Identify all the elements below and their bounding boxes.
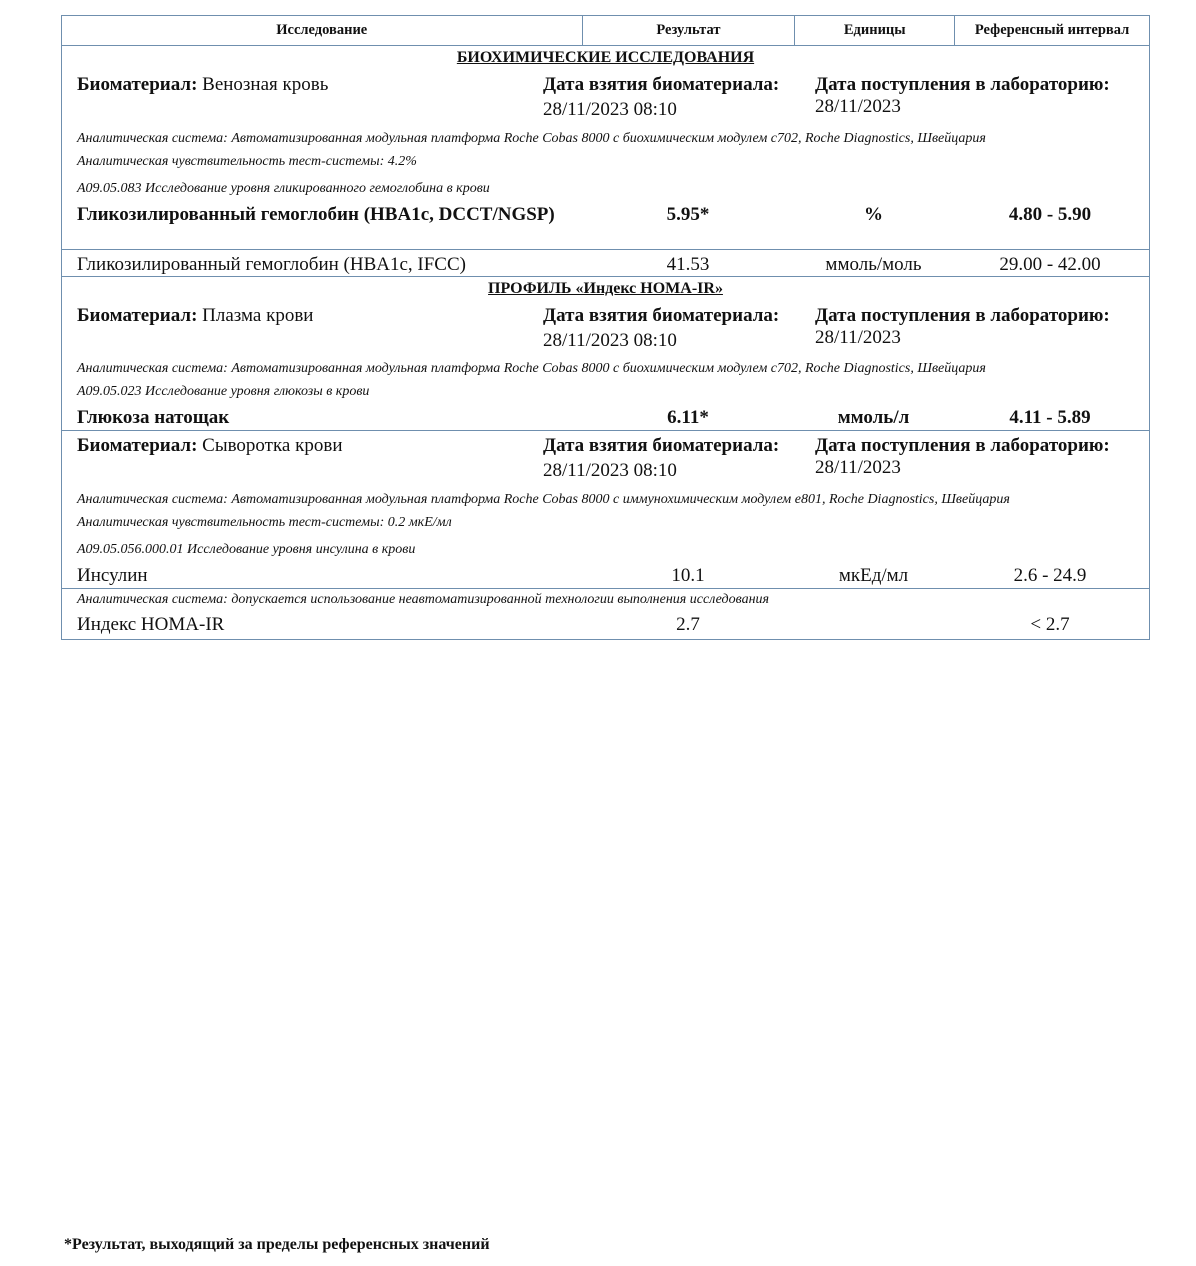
test-ref: 4.11 - 5.89: [1009, 407, 1091, 428]
test-units: ммоль/л: [837, 407, 910, 428]
test-code: A09.05.023 Исследование уровня глюкозы в крови: [77, 384, 370, 399]
collect-date: Дата взятия биоматериала: 28/11/2023 08:10: [543, 74, 780, 120]
test-ref: 2.6 - 24.9: [1013, 565, 1087, 586]
biomaterial-block: [62, 431, 1149, 487]
test-result: 10.1: [671, 565, 705, 586]
analytic-system: Аналитическая система: допускается использование неавтоматизированной технологии выполнения исследования: [77, 592, 770, 607]
analytic-system: Аналитическая система: Автоматизированная модульная платформа Roche Cobas 8000 с биохимическим модулем с702, Roche Diagnostics, Швейцария: [77, 361, 986, 376]
header-result: Результат: [583, 16, 796, 45]
table-row: [62, 250, 1149, 276]
biomaterial-block: [62, 70, 1149, 126]
header-test: Исследование: [62, 16, 583, 45]
collect-date: Дата взятия биоматериала: 28/11/2023 08:10: [543, 305, 780, 351]
test-ref: < 2.7: [1030, 614, 1070, 635]
table-row: [62, 613, 1149, 639]
table-header: [62, 16, 1149, 46]
analytic-system: Аналитическая система: Автоматизированная модульная платформа Roche Cobas 8000 с иммунохимическим модулем е801, Roche Diagnostics, Швейцария: [77, 492, 1010, 507]
lab-report-table: [61, 15, 1150, 640]
table-row: [62, 406, 1149, 430]
test-ref: 4.80 - 5.90: [1008, 204, 1092, 225]
section-title-biochem: БИОХИМИЧЕСКИЕ ИССЛЕДОВАНИЯ: [456, 49, 755, 66]
header-units: Единицы: [795, 16, 955, 45]
received-date: Дата поступления в лабораторию: 28/11/2023: [815, 435, 1110, 478]
table-row: [62, 203, 1149, 250]
test-units: мкЕд/мл: [838, 565, 909, 586]
analytic-sensitivity: Аналитическая чувствительность тест-системы: 4.2%: [77, 154, 417, 169]
test-name: Инсулин: [77, 565, 148, 586]
section-glucose: [62, 301, 1149, 431]
test-result: 41.53: [666, 254, 710, 275]
section-homa: [62, 589, 1149, 639]
test-code: A09.05.056.000.01 Исследование уровня инсулина в крови: [77, 542, 416, 557]
analytic-sensitivity: Аналитическая чувствительность тест-системы: 0.2 мкЕ/мл: [77, 515, 452, 530]
test-name: Индекс HOMA-IR: [77, 614, 225, 635]
footnote: *Результат, выходящий за пределы референсных значений: [64, 1236, 490, 1253]
test-name: Гликозилированный гемоглобин (HBA1c, IFCC): [77, 254, 466, 275]
test-result: 2.7: [676, 614, 700, 635]
test-units: ммоль/моль: [825, 254, 922, 275]
test-ref: 29.00 - 42.00: [999, 254, 1101, 275]
section-title-homa: ПРОФИЛЬ «Индекс HOMA-IR»: [62, 276, 1149, 301]
test-name: Глюкоза натощак: [77, 407, 230, 428]
test-name: Гликозилированный гемоглобин (HBA1c, DCCT/NGSP): [77, 204, 555, 225]
section-biochem: [62, 70, 1149, 276]
received-date: Дата поступления в лабораторию: 28/11/2023: [815, 74, 1110, 117]
test-result: 6.11*: [667, 407, 709, 428]
collect-date: Дата взятия биоматериала: 28/11/2023 08:10: [543, 435, 780, 481]
test-units: %: [864, 204, 883, 225]
biomaterial: Биоматериал: Венозная кровь: [77, 74, 329, 95]
section-insulin: [62, 431, 1149, 589]
received-date: Дата поступления в лабораторию: 28/11/2023: [815, 305, 1110, 348]
biomaterial: Биоматериал: Плазма крови: [77, 305, 314, 326]
test-code: A09.05.083 Исследование уровня гликированного гемоглобина в крови: [77, 181, 490, 196]
header-ref: Референсный интервал: [974, 22, 1130, 38]
biomaterial: Биоматериал: Сыворотка крови: [77, 435, 343, 456]
analytic-system: Аналитическая система: Автоматизированная модульная платформа Roche Cobas 8000 с биохимическим модулем с702, Roche Diagnostics, Швейцария: [77, 131, 986, 146]
biomaterial-block: [62, 301, 1149, 357]
test-result: 5.95*: [666, 204, 710, 225]
table-row: [62, 563, 1149, 588]
